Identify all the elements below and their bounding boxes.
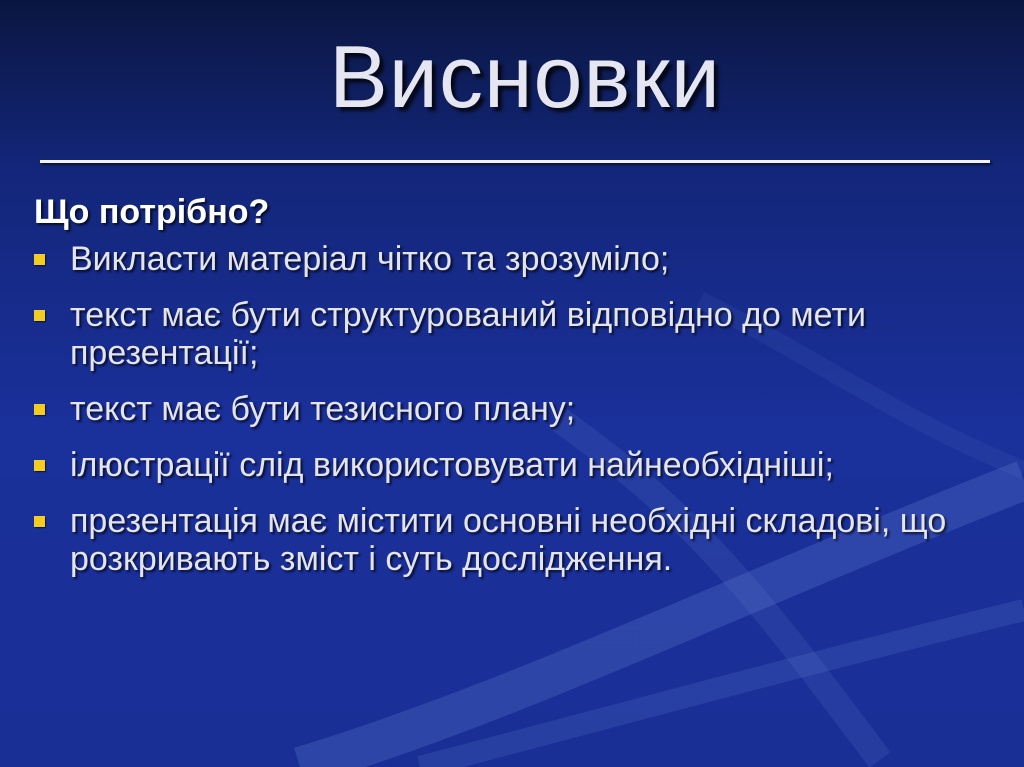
yellow-square-bullet-icon — [34, 404, 45, 415]
list-item — [34, 446, 994, 484]
bullet-text: текст має бути тезисного плану; — [70, 390, 576, 428]
list-item — [34, 296, 994, 372]
title-divider — [40, 160, 990, 163]
slide-content — [34, 190, 994, 596]
list-item — [34, 390, 994, 428]
yellow-square-bullet-icon — [34, 310, 45, 321]
bullet-text: Викласти матеріал чітко та зрозуміло; — [70, 240, 670, 278]
list-item — [34, 502, 994, 578]
yellow-square-bullet-icon — [34, 254, 45, 265]
bullet-list — [34, 240, 994, 578]
slide-title: Висновки — [329, 27, 721, 126]
subheading: Що потрібно? — [34, 193, 270, 231]
yellow-square-bullet-icon — [34, 516, 45, 527]
bullet-text: текст має бути структурований відповідно до мети презентації; — [70, 296, 867, 372]
bullet-text: презентація має містити основні необхідні складові, що розкривають зміст і суть дослідження. — [70, 502, 947, 578]
yellow-square-bullet-icon — [34, 460, 45, 471]
bullet-text: ілюстрації слід використовувати найнеобхідніші; — [70, 446, 834, 484]
list-item — [34, 240, 994, 278]
